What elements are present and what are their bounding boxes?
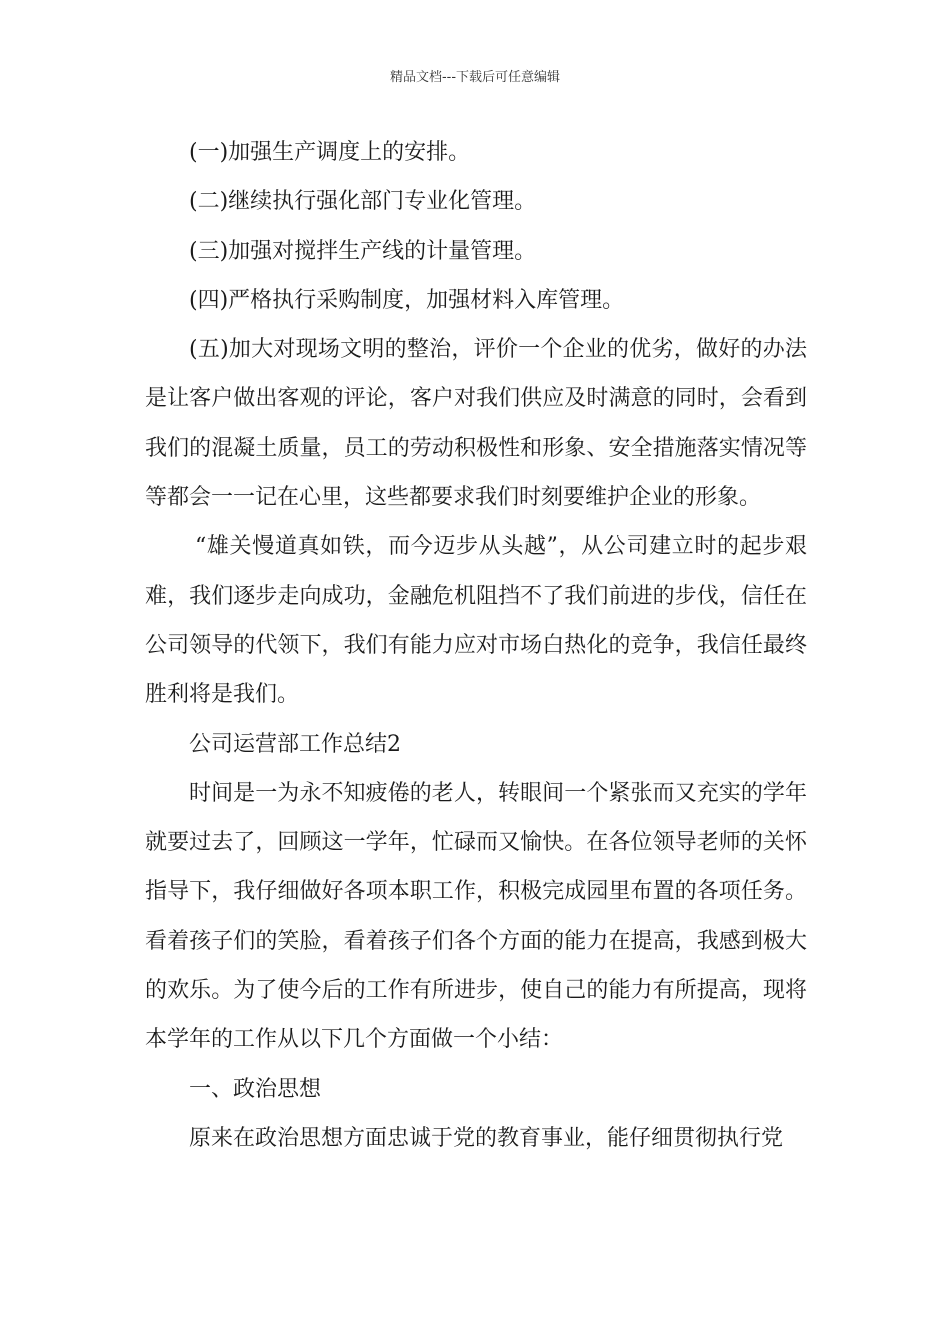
document-body [145, 128, 807, 1163]
list-item-2: (二)继续执行强化部门专业化管理。 [189, 189, 537, 215]
list-item-1: (一)加强生产调度上的安排。 [189, 140, 471, 165]
list-item-4: (四)严格执行采购制度，加强材料入库管理。 [189, 287, 625, 313]
body-paragraph: 时间是一为永不知疲倦的老人，转眼间一个紧张而又充实的学年就要过去了，回顾这一学年，忙碌而又愉快。在各位领导老师的关怀指导下，我仔细做好各项本职工作，积极完成园里布置的各项任务。看着孩子们的笑脸，看着孩子们各个方面的能力在提高，我感到极大的欢乐。为了使今后的工作有所进步，使自己的能力有所提高，现将本学年的工作从以下几个方面做一个小结： [145, 780, 807, 1053]
page-header: 精品文档---下载后可任意编辑 [389, 70, 561, 85]
quote-paragraph: “雄关慢道真如铁，而今迈步从头越”，从公司建立时的起步艰难，我们逐步走向成功，金融危机阻挡不了我们前进的步伐，信任在公司领导的代领下，我们有能力应对市场白热化的竞争，我信任最终胜利将是我们。 [145, 534, 807, 708]
section-heading: 一、政治思想 [189, 1076, 322, 1102]
body-paragraph-continued: 原来在政治思想方面忠诚于党的教育事业，能仔细贯彻执行党 [189, 1125, 784, 1151]
list-item-5: (五)加大对现场文明的整治，评价一个企业的优劣，做好的办法是让客户做出客观的评论，客户对我们供应及时满意的同时，会看到我们的混凝土质量，员工的劳动积极性和形象、安全措施落实情况等等都会一一记在心里，这些都要求我们时刻要维护企业的形象。 [145, 337, 807, 511]
list-item-3: (三)加强对搅拌生产线的计量管理。 [189, 238, 537, 264]
section-title: 公司运营部工作总结2 [189, 731, 401, 757]
